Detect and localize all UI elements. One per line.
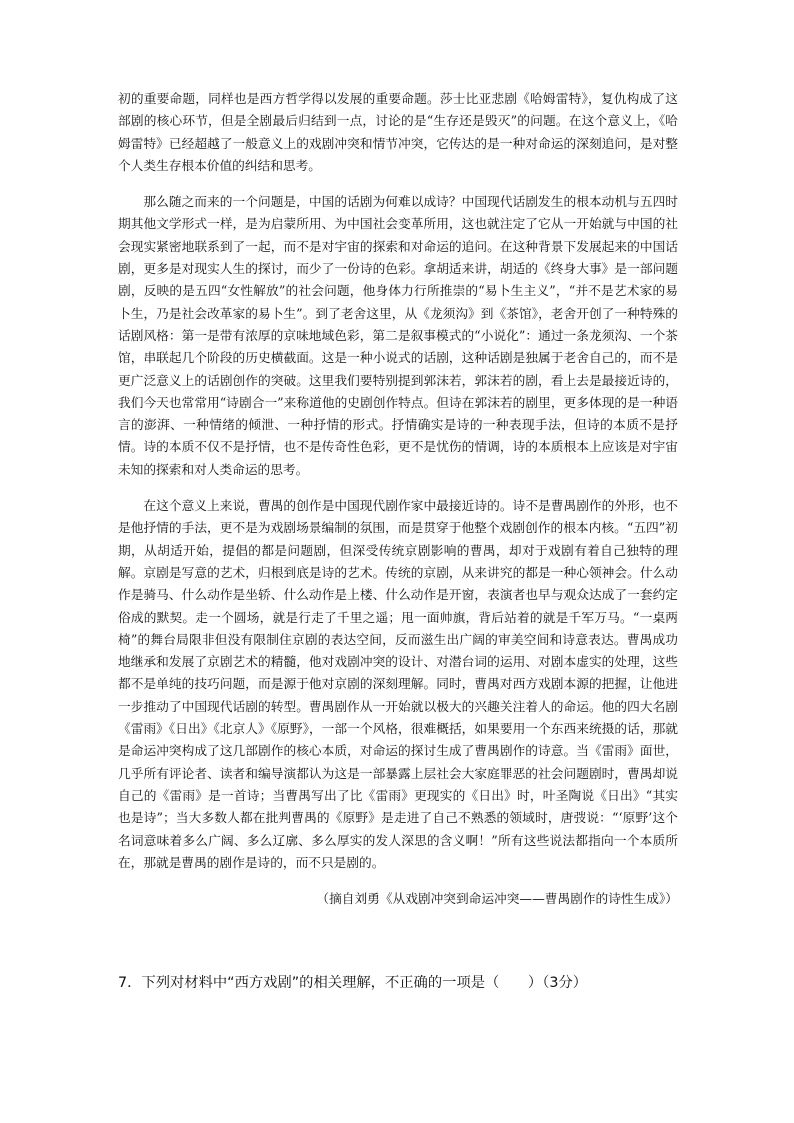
source-citation: （摘自刘勇《从戏剧冲突到命运冲突——曹禺剧作的诗性生成》）	[316, 891, 678, 907]
paragraph-3: 在这个意义上来说，曹禺的创作是中国现代剧作家中最接近诗的。诗不是曹禺剧作的外形，也不是他抒情的手法，更不是为戏剧场景编制的氛围，而是贯穿于他整个戏剧创作的根本内核。“五四”初期，从胡适开始，提倡的都是问题剧，但深受传统京剧影响的曹禺，却对于戏剧有着自己独特的理解。京剧是写意的艺术，归根到底是诗的艺术。传统的京剧，从来讲究的都是一种心领神会。什么动作是骑马、什么动作是坐轿、什么动作是上楼、什么动作是开窗，表演者也早与观众达成了一套约定俗成的默契。走一个圆场，就是行走了千里之遥；甩一面帅旗，背后站着的就是千军万马。“一桌两椅”的舞台局限非但没有限制住京剧的表达空间，反而滋生出广阔的审美空间和诗意表达。曹禺成功地继承和发展了京剧艺术的精髓，他对戏剧冲突的设计、对潜台词的运用、对剧本虚实的处理，这些都不是单纯的技巧问题，而是源于他对京剧的深刻理解。同时，曹禺对西方戏剧本源的把握，让他进一步推动了中国现代话剧的转型。曹禺剧作从一开始就以极大的兴趣关注着人的命运。他的四大名剧《雷雨》《日出》《北京人》《原野》，一部一个风格，很难概括，如果要用一个东西来统摄的话，那就是命运冲突构成了这几部剧作的核心本质，对命运的探讨生成了曹禺剧作的诗意。当《雷雨》面世，几乎所有评论者、读者和编导演都认为这是一部暴露上层社会大家庭罪恶的社会问题剧时，曹禺却说自己的《雷雨》是一首诗；当曹禺写出了比《雷雨》更现实的《日出》时，叶圣陶说《日出》“其实也是诗”；当大多数人都在批判曹禺的《原野》是走进了自己不熟悉的领域时，唐弢说：“‘原野’这个名词意味着多么广阔、多么辽廓、多么厚实的发人深思的含义啊！”所有这些说法都指向一个本质所在，那就是曹禺的剧作是诗的，而不只是剧的。	[118, 498, 678, 870]
paragraph-spacer	[118, 481, 678, 495]
paragraph-spacer	[118, 177, 678, 191]
article-body	[118, 88, 678, 910]
paragraph-1: 初的重要命题，同样也是西方哲学得以发展的重要命题。莎士比亚悲剧《哈姆雷特》，复仇构成了这部剧的核心环节，但是全剧最后归结到一点，讨论的是“生存还是毁灭”的问题。在这个意义上，《哈姆雷特》已经超越了一般意义上的戏剧冲突和情节冲突，它传达的是一种对命运的深刻追问，是对整个人类生存根本价值的纠结和思考。	[118, 91, 678, 173]
question-7: 7．下列对材料中“西方戏剧”的相关理解，不正确的一项是（ ）（3分）	[118, 975, 588, 991]
paragraph-2: 那么随之而来的一个问题是，中国的话剧为何难以成诗？中国现代话剧发生的根本动机与五四时期其他文学形式一样，是为启蒙所用、为中国社会变革所用，这也就注定了它从一开始就与中国的社会现实紧密地联系到了一起，而不是对宇宙的探索和对命运的追问。在这种背景下发展起来的中国话剧，更多是对现实人生的探讨，而少了一份诗的色彩。拿胡适来讲，胡适的《终身大事》是一部问题剧，反映的是五四“女性解放”的社会问题，他身体力行所推崇的“易卜生主义”，“并不是艺术家的易卜生，乃是社会改革家的易卜生”。到了老舍这里，从《龙须沟》到《茶馆》，老舍开创了一种特殊的话剧风格：第一是带有浓厚的京味地域色彩，第二是叙事模式的“小说化”：通过一条龙须沟、一个茶馆，串联起几个阶段的历史横截面。这是一种小说式的话剧，这种话剧是独属于老舍自己的，而不是更广泛意义上的话剧创作的突破。这里我们要特别提到郭沫若，郭沫若的剧，看上去是最接近诗的，我们今天也常常用“诗剧合一”来称道他的史剧创作特点。但诗在郭沫若的剧里，更多体现的是一种语言的澎湃、一种情绪的倾泄、一种抒情的形式。抒情确实是诗的一种表现手法，但诗的本质不是抒情。诗的本质不仅不是抒情，也不是传奇性色彩，更不是忧伤的情调，诗的本质根本上应该是对宇宙未知的探索和对人类命运的思考。	[118, 194, 678, 477]
